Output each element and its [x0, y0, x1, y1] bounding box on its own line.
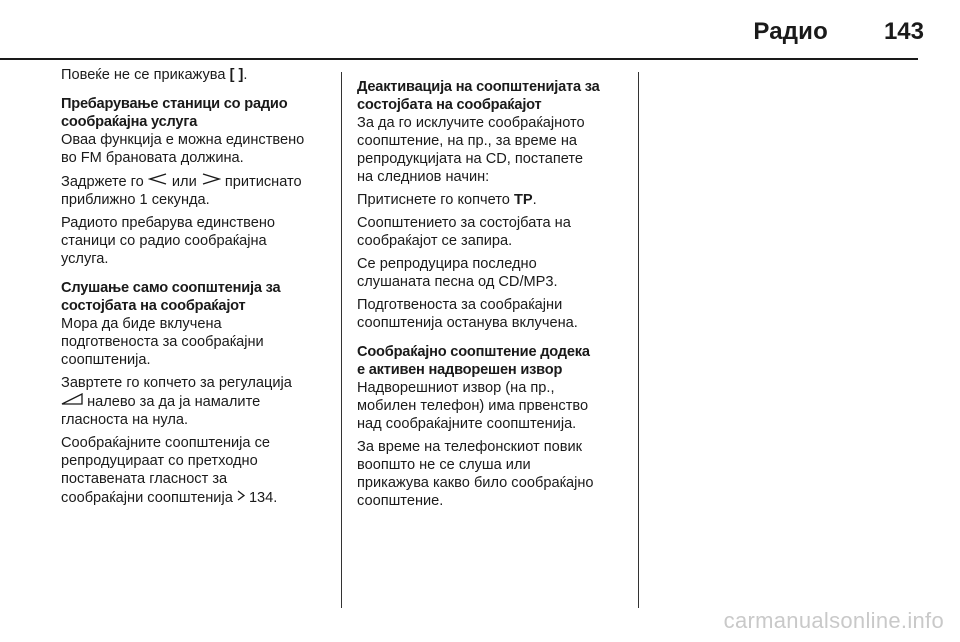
paragraph: Притиснете го копчето TP.	[357, 192, 537, 208]
paragraph: Сообраќајните соопштенија се репродуцираат со претходно поставената гласност за сообраќајни соопштенија 134.	[61, 435, 278, 506]
paragraph: Радиото пребарува единствено станици со радио сообраќајна услуга.	[61, 215, 276, 267]
paragraph: Надворешниот извор (на пр., мобилен телефон) има првенство над сообраќајните соопштенија.	[357, 380, 589, 432]
column-divider-1	[341, 72, 342, 608]
paragraph: За време на телефонскиот повик воопшто не се слуша или прикажува какво било сообраќајно соопштение.	[357, 439, 594, 509]
section-heading: Слушање само соопштенија за состојбата на сообраќајот	[61, 280, 281, 314]
page-reference[interactable]: 134.	[248, 490, 278, 506]
section-heading: Деактивација на соопштенијата за состојбата на сообраќајот	[357, 79, 600, 113]
watermark: carmanualsonline.info	[723, 608, 944, 633]
paragraph: Мора да биде вклучена подготвеноста за сообраќајни соопштенија.	[61, 316, 264, 368]
paragraph: Повеќе не се прикажува [ ].	[61, 67, 248, 83]
page-reference-icon	[237, 488, 245, 506]
column-divider-2	[638, 72, 639, 608]
tp-key-label: TP	[513, 192, 533, 208]
paragraph: Задржете го или притиснато приближно 1 секунда.	[61, 174, 302, 208]
page-title: Радио	[753, 18, 828, 45]
page-number: 143	[883, 18, 924, 45]
section-heading: Сообраќајно соопштение додека е активен надворешен извор	[357, 344, 590, 378]
column-1	[61, 66, 331, 512]
header-rule	[0, 58, 918, 60]
seek-right-icon	[201, 172, 221, 190]
paragraph: Подготвеноста за сообраќајни соопштенија останува вклучена.	[357, 297, 578, 331]
section-heading: Пребарување станици со радио сообраќајна услуга	[61, 96, 288, 130]
empty-bracket-symbol: [ ]	[229, 67, 244, 83]
paragraph: Завртете го копчето за регулација налево за да ја намалите гласноста на нула.	[61, 375, 292, 428]
paragraph: Се репродуцира последно слушаната песна од CD/MP3.	[357, 256, 558, 290]
seek-left-icon	[148, 172, 168, 190]
volume-icon	[61, 392, 83, 410]
column-2	[357, 66, 627, 515]
paragraph: За да го исклучите сообраќајното соопштение, на пр., за време на репродукцијата на CD, постапете на следниов начин:	[357, 115, 585, 185]
paragraph: Оваа функција е можна единствено во FM брановата должина.	[61, 132, 305, 166]
paragraph: Соопштението за состојбата на сообраќајот се запира.	[357, 215, 571, 249]
